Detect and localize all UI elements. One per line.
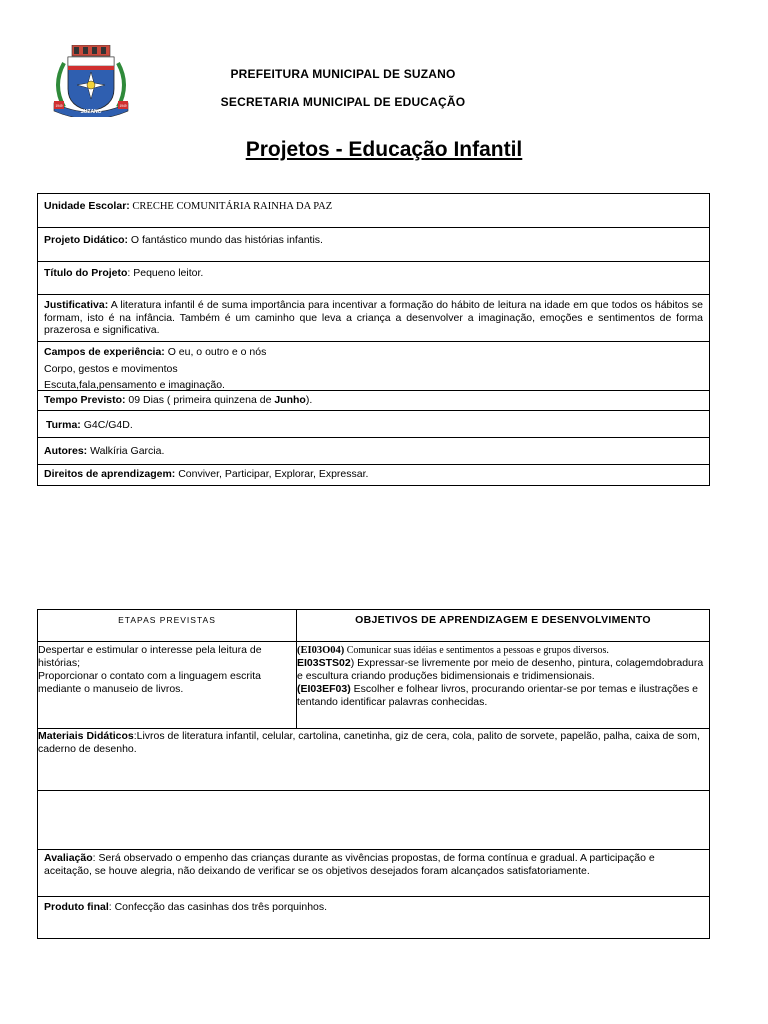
materiais-label: Materiais Didáticos	[38, 730, 134, 742]
unidade-value: CRECHE COMUNITÁRIA RAINHA DA PAZ	[129, 201, 333, 212]
tempo-value-a: 09 Dias ( primeira quinzena de	[125, 394, 275, 406]
unidade-label: Unidade Escolar:	[44, 200, 130, 212]
empty-row	[38, 791, 709, 850]
campos-row	[38, 342, 709, 391]
turma-row	[38, 411, 709, 438]
materiais-value: :Livros de literatura infantil, celular, cartolina, canetinha, giz de cera, cola, palito de sorvete, papelão, palha, caixa de som, caderno de desenho.	[38, 730, 700, 755]
campos-line-2: Corpo, gestos e movimentos	[44, 362, 178, 375]
autores-label: Autores:	[44, 445, 88, 457]
etapas-item-1: Despertar e estimular o interesse pela leitura de histórias;	[38, 644, 262, 669]
avaliacao-label: Avaliação	[44, 852, 93, 864]
avaliacao-row	[38, 850, 709, 897]
objective-1-code: (EI03O04)	[297, 645, 345, 656]
objective-3-text: Escolher e folhear livros, procurando orientar-se por temas e ilustrações e tentando identificar palavras conhecidas.	[297, 683, 698, 708]
direitos-row	[38, 465, 709, 485]
tempo-row	[38, 391, 709, 411]
campos-label: Campos de experiência:	[44, 346, 165, 358]
projeto-label: Projeto Didático:	[44, 234, 129, 246]
unidade-row	[38, 194, 709, 228]
projeto-value: O fantástico mundo das histórias infantis.	[128, 234, 323, 246]
etapas-item-2: Proporcionar o contato com a linguagem escrita mediante o manuseio de livros.	[38, 670, 261, 695]
campos-value: O eu, o outro e o nós	[164, 346, 267, 358]
tempo-value-c: ).	[305, 394, 313, 406]
objetivos-header: OBJETIVOS DE APRENDIZAGEM E DESENVOLVIMENTO	[355, 614, 651, 626]
etapas-header: ETAPAS PREVISTAS	[38, 610, 297, 641]
titulo-value: : Pequeno leitor.	[127, 267, 204, 279]
project-info-table	[37, 193, 710, 486]
planning-header-row	[38, 610, 709, 642]
projeto-row	[38, 228, 709, 262]
turma-label: Turma:	[46, 419, 81, 431]
autores-value: Walkíria Garcia.	[87, 445, 165, 457]
objective-3-code: (EI03EF03)	[297, 683, 351, 695]
planning-table	[37, 609, 710, 939]
tempo-label: Tempo Previsto:	[44, 394, 126, 406]
etapas-cell	[38, 642, 297, 728]
planning-content-row	[38, 642, 709, 729]
direitos-label: Direitos de aprendizagem:	[44, 468, 176, 480]
turma-value: G4C/G4D.	[80, 419, 133, 431]
produto-label: Produto final	[44, 901, 109, 913]
avaliacao-value: : Será observado o empenho das crianças durante as vivências propostas, de forma contínua e gradual. A participação e aceitação, se houve alegria, não deixando de verificar se os objetivos desejados foram alcançados satisfatoriamente.	[44, 852, 655, 877]
objective-2-text: ) Expressar-se livremente por meio de desenho, pintura, colagemdobradura e escultura criando produções bidimensionais e tridimensionais.	[297, 657, 704, 682]
autores-row	[38, 438, 709, 465]
secretaria-heading: SECRETARIA MUNICIPAL DE EDUCAÇÃO	[220, 95, 466, 109]
seal-year-left: 1949	[55, 104, 63, 108]
justificativa-value: A literatura infantil é de suma importância para incentivar a formação do hábito de leitura na idade em que todos os hábitos se formam, isto é na infância. Também é um caminho que leva a criança a desenvolver a imaginação, emoções e sentimentos de forma prazerosa e significativa.	[44, 299, 703, 336]
objective-2-code: EI03STS02	[297, 657, 351, 669]
produto-row	[38, 897, 709, 938]
materiais-row	[38, 729, 709, 791]
justificativa-row	[38, 295, 709, 342]
objective-1-text: Comunicar suas idéias e sentimentos a pessoas e grupos diversos.	[344, 645, 609, 656]
page-title: Projetos - Educação Infantil	[245, 138, 523, 161]
campos-line-3: Escuta,fala,pensamento e imaginação.	[44, 379, 225, 391]
seal-year-right: 1949	[119, 104, 127, 108]
justificativa-label: Justificativa:	[44, 299, 109, 311]
seal-ribbon-label: SUZANO	[80, 109, 102, 115]
direitos-value: Conviver, Participar, Explorar, Expressar.	[175, 468, 369, 480]
produto-value: : Confecção das casinhas dos três porquinhos.	[108, 901, 328, 913]
prefeitura-heading: PREFEITURA MUNICIPAL DE SUZANO	[230, 67, 456, 81]
titulo-label: Título do Projeto	[44, 267, 128, 279]
tempo-value-month: Junho	[274, 394, 306, 406]
titulo-row	[38, 262, 709, 295]
objetivos-cell	[297, 642, 709, 728]
